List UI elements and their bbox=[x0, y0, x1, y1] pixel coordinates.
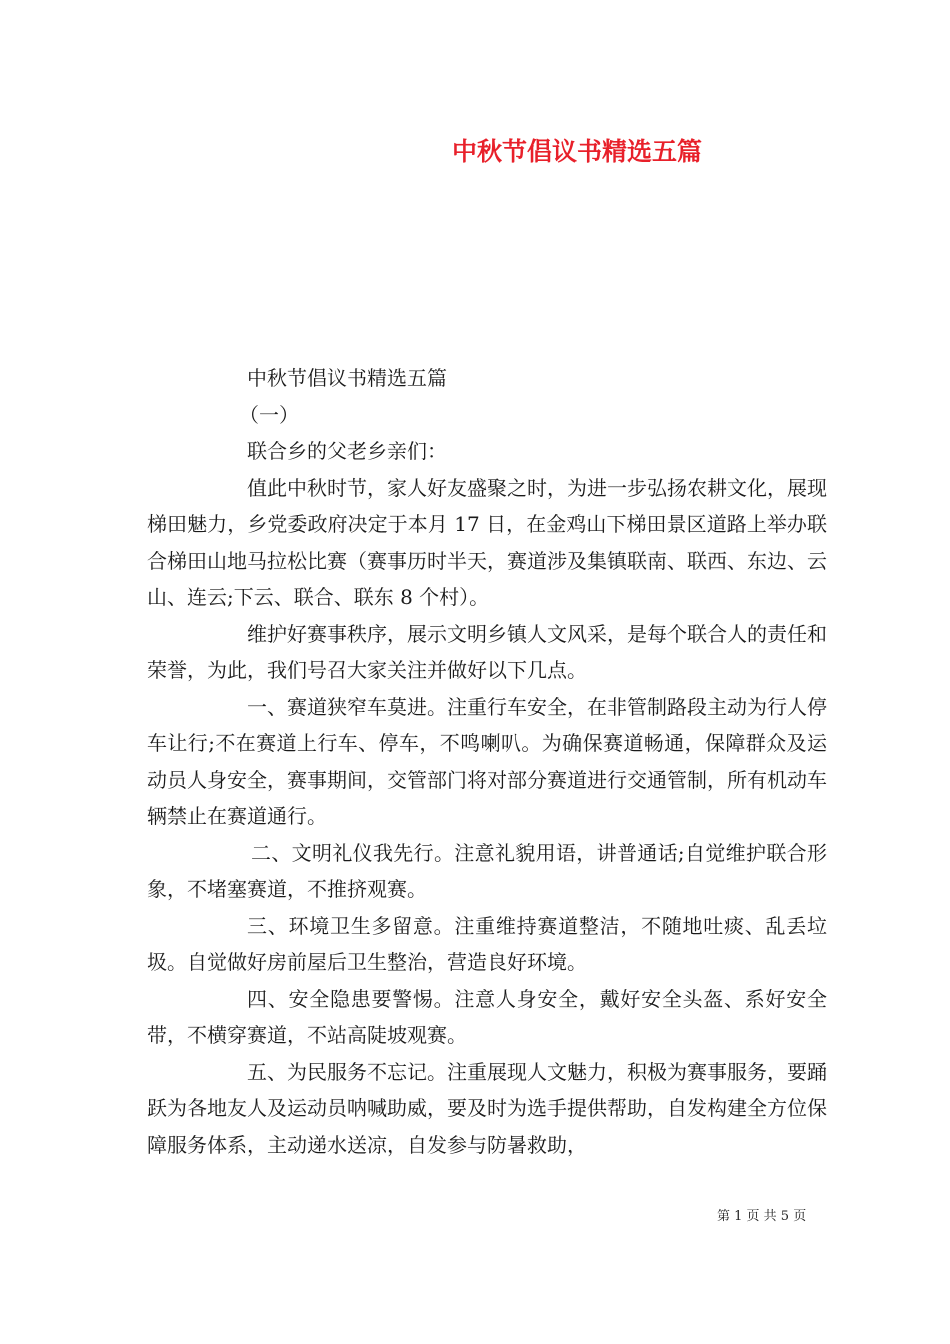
paragraph-salutation: 联合乡的父老乡亲们： bbox=[247, 439, 447, 463]
paragraph-section-number: （一） bbox=[239, 402, 299, 427]
paragraph-point-1: 一、赛道狭窄车莫进。注重行车安全，在非管制路段主动为行人停车让行;不在赛道上行车、停车，不鸣喇叭。为确保赛道畅通，保障群众及运动员人身安全，赛事期间，交管部门将对部分赛道进行交通管制，所有机动车辆禁止在赛道通行。 bbox=[147, 694, 827, 828]
paragraph-point-2: 二、文明礼仪我先行。注意礼貌用语，讲普通话;自觉维护联合形象，不堵塞赛道，不推挤观赛。 bbox=[147, 840, 827, 901]
document-body bbox=[147, 360, 827, 1163]
page-number-footer: 第 1 页 共 5 页 bbox=[717, 1209, 807, 1224]
paragraph-point-4: 四、安全隐患要警惕。注意人身安全，戴好安全头盔、系好安全带，不横穿赛道，不站高陡坡观赛。 bbox=[147, 986, 827, 1047]
paragraph-call: 维护好赛事秩序，展示文明乡镇人文风采，是每个联合人的责任和荣誉，为此，我们号召大家关注并做好以下几点。 bbox=[147, 621, 827, 682]
document-title: 中秋节倡议书精选五篇 bbox=[451, 137, 702, 166]
paragraph-intro: 值此中秋时节，家人好友盛聚之时，为进一步弘扬农耕文化，展现梯田魅力，乡党委政府决定于本月 17 日，在金鸡山下梯田景区道路上举办联合梯田山地马拉松比赛（赛事历时半天，赛道涉及集镇联南、联西、东边、云山、连云;下云、联合、联东 8 个村）。 bbox=[147, 475, 827, 609]
paragraph-point-5: 五、为民服务不忘记。注重展现人文魅力，积极为赛事服务，要踊跃为各地友人及运动员呐喊助威，要及时为选手提供帮助，自发构建全方位保障服务体系，主动递水送凉，自发参与防暑救助， bbox=[147, 1059, 827, 1157]
paragraph-subtitle: 中秋节倡议书精选五篇 bbox=[247, 366, 447, 390]
paragraph-point-3: 三、环境卫生多留意。注重维持赛道整洁，不随地吐痰、乱丢垃圾。自觉做好房前屋后卫生整治，营造良好环境。 bbox=[147, 913, 827, 974]
